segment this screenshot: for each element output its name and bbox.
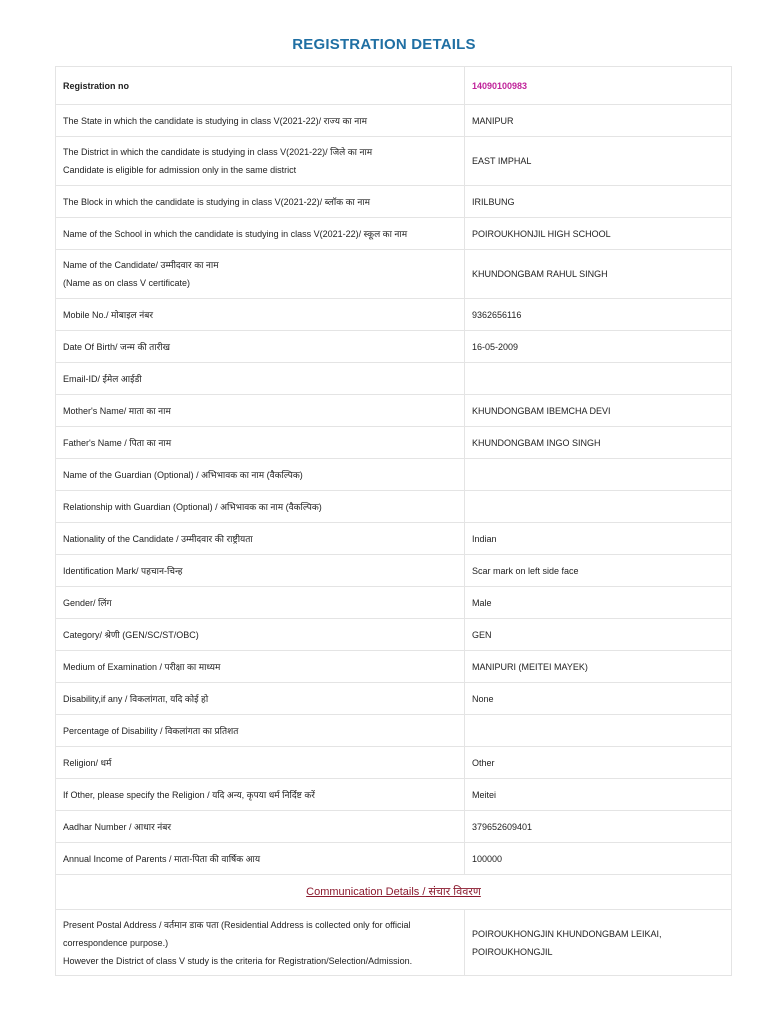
communication-details-heading-text: Communication Details / संचार विवरण	[306, 886, 481, 898]
postal-address-label-line3: However the District of class V study is the criteria for Registration/Selection/Admission.	[63, 955, 413, 966]
table-row	[56, 523, 732, 555]
row-label: Category/ श्रेणी (GEN/SC/ST/OBC)	[56, 619, 465, 651]
row-label: Name of the School in which the candidate is studying in class V(2021-22)/ स्कूल का नाम	[56, 218, 465, 250]
row-label: Religion/ धर्म	[56, 747, 465, 779]
registration-no-label: Registration no	[56, 67, 465, 105]
row-value: Indian	[465, 523, 732, 555]
row-value: GEN	[465, 619, 732, 651]
postal-address-value-line1: POIROUKHONGJIN KHUNDONGBAM LEIKAI,	[472, 928, 662, 939]
row-value: 16-05-2009	[465, 331, 732, 363]
row-label: Percentage of Disability / विकलांगता का प्रतिशत	[56, 715, 465, 747]
row-value: None	[465, 683, 732, 715]
postal-address-label-line1: Present Postal Address / वर्तमान डाक पता (Residential Address is collected only for official	[63, 919, 411, 930]
table-row	[56, 555, 732, 587]
communication-details-heading	[56, 875, 732, 910]
row-value: 379652609401	[465, 811, 732, 843]
table-row	[56, 137, 732, 186]
row-label: Father's Name / पिता का नाम	[56, 427, 465, 459]
registration-no-value: 14090100983	[465, 67, 732, 105]
row-value: POIROUKHONJIL HIGH SCHOOL	[465, 218, 732, 250]
row-label: Nationality of the Candidate / उम्मीदवार की राष्ट्रीयता	[56, 523, 465, 555]
row-label: Relationship with Guardian (Optional) / अभिभावक का नाम (वैकल्पिक)	[56, 491, 465, 523]
table-row	[56, 910, 732, 976]
row-label	[56, 137, 465, 186]
table-row	[56, 811, 732, 843]
table-row	[56, 299, 732, 331]
postal-address-label-line2: correspondence purpose.)	[63, 937, 169, 948]
row-value: MANIPUR	[465, 105, 732, 137]
table-row	[56, 67, 732, 105]
row-value	[465, 363, 732, 395]
row-label-line2: (Name as on class V certificate)	[63, 278, 191, 288]
row-value: Other	[465, 747, 732, 779]
row-label: Mother's Name/ माता का नाम	[56, 395, 465, 427]
table-row	[56, 363, 732, 395]
table-row	[56, 395, 732, 427]
table-row	[56, 587, 732, 619]
table-row	[56, 843, 732, 875]
registration-details-table	[55, 66, 732, 976]
table-row	[56, 747, 732, 779]
row-label: The Block in which the candidate is studying in class V(2021-22)/ ब्लॉक का नाम	[56, 186, 465, 218]
table-row	[56, 186, 732, 218]
row-value: MANIPURI (MEITEI MAYEK)	[465, 651, 732, 683]
row-value	[465, 715, 732, 747]
table-row	[56, 105, 732, 137]
row-value: IRILBUNG	[465, 186, 732, 218]
row-label: Medium of Examination / परीक्षा का माध्यम	[56, 651, 465, 683]
table-row	[56, 779, 732, 811]
row-label: Identification Mark/ पहचान-चिन्ह	[56, 555, 465, 587]
table-row	[56, 427, 732, 459]
row-value: Meitei	[465, 779, 732, 811]
row-label: Mobile No./ मोबाइल नंबर	[56, 299, 465, 331]
row-value: EAST IMPHAL	[465, 137, 732, 186]
row-label: If Other, please specify the Religion / यदि अन्य, कृपया धर्म निर्दिष्ट करें	[56, 779, 465, 811]
row-value	[465, 491, 732, 523]
table-row	[56, 218, 732, 250]
row-label-line2: Candidate is eligible for admission only in the same district	[63, 165, 297, 175]
row-label: Aadhar Number / आधार नंबर	[56, 811, 465, 843]
row-label: Name of the Guardian (Optional) / अभिभावक का नाम (वैकल्पिक)	[56, 459, 465, 491]
table-row	[56, 619, 732, 651]
row-label-line1: Name of the Candidate/ उम्मीदवार का नाम	[63, 260, 219, 270]
postal-address-value	[465, 910, 732, 976]
page-title: REGISTRATION DETAILS	[292, 36, 476, 53]
row-label: Email-ID/ ईमेल आईडी	[56, 363, 465, 395]
row-value	[465, 459, 732, 491]
row-label: Gender/ लिंग	[56, 587, 465, 619]
row-value: Male	[465, 587, 732, 619]
row-value: KHUNDONGBAM INGO SINGH	[465, 427, 732, 459]
row-value: Scar mark on left side face	[465, 555, 732, 587]
row-label: The State in which the candidate is studying in class V(2021-22)/ राज्य का नाम	[56, 105, 465, 137]
table-row	[56, 250, 732, 299]
row-label: Annual Income of Parents / माता-पिता की वार्षिक आय	[56, 843, 465, 875]
postal-address-value-line2: POIROUKHONGJIL	[472, 946, 553, 957]
table-row	[56, 683, 732, 715]
row-label: Date Of Birth/ जन्म की तारीख	[56, 331, 465, 363]
row-value: KHUNDONGBAM RAHUL SINGH	[465, 250, 732, 299]
table-row	[56, 491, 732, 523]
postal-address-label	[56, 910, 465, 976]
table-row	[56, 459, 732, 491]
row-value: 100000	[465, 843, 732, 875]
table-row	[56, 651, 732, 683]
table-row	[56, 715, 732, 747]
row-label	[56, 250, 465, 299]
row-label: Disability,if any / विकलांगता, यदि कोई हो	[56, 683, 465, 715]
row-value: KHUNDONGBAM IBEMCHA DEVI	[465, 395, 732, 427]
row-label-line1: The District in which the candidate is studying in class V(2021-22)/ जिले का नाम	[63, 147, 373, 157]
row-value: 9362656116	[465, 299, 732, 331]
section-heading-row	[56, 875, 732, 910]
table-row	[56, 331, 732, 363]
